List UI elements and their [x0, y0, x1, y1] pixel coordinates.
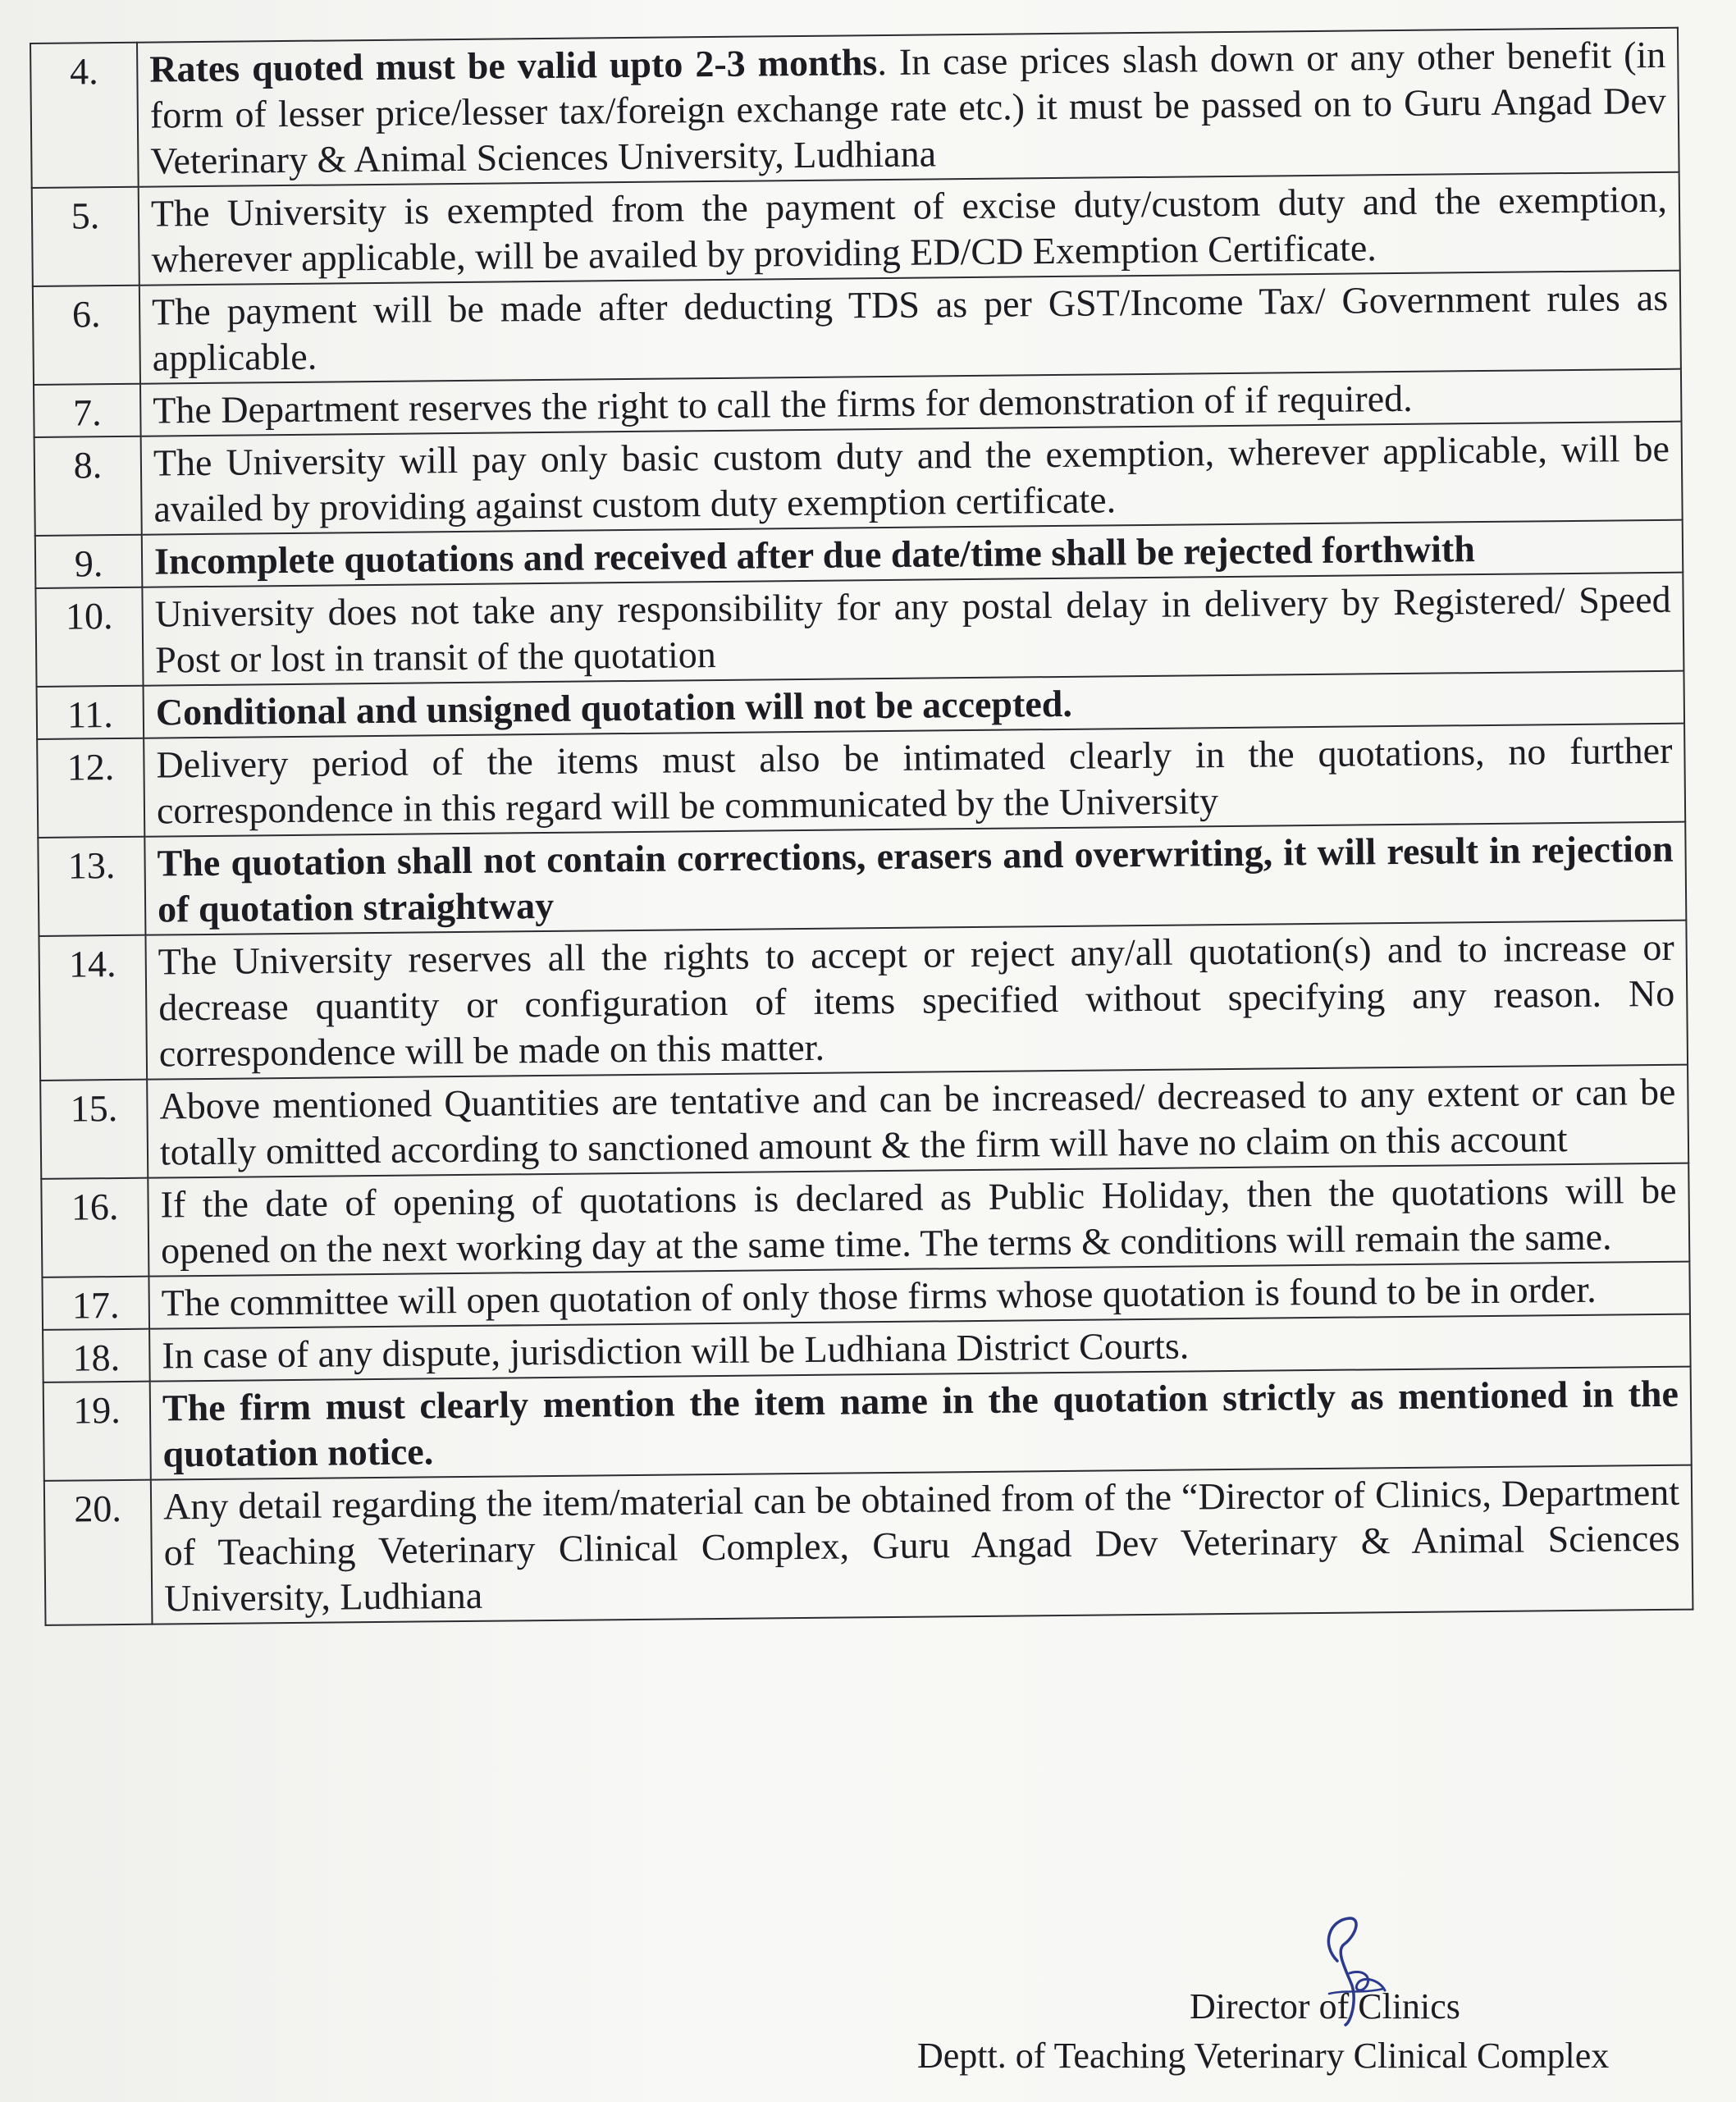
- table-row: [37, 724, 1685, 838]
- table-row: [40, 1065, 1688, 1179]
- term-text: The quotation shall not contain corrections, erasers and overwriting, it will result in rejection of quotation straightway: [144, 822, 1686, 935]
- term-text: If the date of opening of quotations is declared as Public Holiday, then the quotations will be opened on the next working day at the same time. The terms & conditions will remain the same.: [148, 1163, 1689, 1277]
- term-number: 10.: [35, 587, 143, 687]
- term-number: 9.: [35, 535, 143, 588]
- table-row: [30, 28, 1679, 188]
- term-text: Conditional and unsigned quotation will not be accepted.: [144, 671, 1685, 738]
- term-text: The committee will open quotation of only those firms whose quotation is found to be in order.: [148, 1262, 1690, 1329]
- term-text: In case of any dispute, jurisdiction will be Ludhiana District Courts.: [149, 1314, 1691, 1382]
- term-number: 14.: [39, 935, 147, 1081]
- term-number: 6.: [33, 286, 140, 385]
- term-text: Delivery period of the items must also be intimated clearly in the quotations, no further correspondence in this regard will be communicated by the University: [144, 724, 1685, 837]
- term-number: 17.: [42, 1277, 149, 1330]
- terms-conditions-table: [30, 27, 1693, 1626]
- term-number: 18.: [43, 1329, 150, 1382]
- table-row: [43, 1367, 1692, 1481]
- term-text: The University reserves all the rights to accept or reject any/all quotation(s) and to increase or decrease quantity or configuration of items specified without specifying any reason. No correspondence will be made on this matter.: [145, 921, 1688, 1080]
- term-number: 4.: [30, 43, 139, 188]
- term-text: Above mentioned Quantities are tentative and can be increased/ decreased to any extent or can be totally omitted according to sanctioned amount & the firm will have no claim on this account: [147, 1065, 1688, 1178]
- table-row: [33, 271, 1681, 385]
- table-row: [44, 1465, 1693, 1625]
- table-row: [34, 422, 1683, 536]
- table-row: [39, 921, 1688, 1081]
- table-row: [32, 172, 1680, 286]
- term-text: The University will pay only basic custom duty and the exemption, wherever applicable, will be availed by providing against custom duty exemption certificate.: [141, 422, 1683, 535]
- term-number: 8.: [34, 436, 142, 536]
- term-number: 19.: [43, 1382, 151, 1481]
- table-row: [41, 1163, 1689, 1277]
- term-number: 12.: [37, 738, 144, 838]
- term-bold-lead: Rates quoted must be valid upto 2-3 months: [149, 41, 878, 90]
- term-text: [137, 28, 1679, 187]
- term-number: 13.: [38, 837, 145, 936]
- term-number: 11.: [37, 686, 144, 739]
- term-number: 7.: [34, 384, 141, 437]
- term-text: The firm must clearly mention the item name in the quotation strictly as mentioned in the quotation notice.: [150, 1367, 1692, 1480]
- term-number: 16.: [41, 1178, 148, 1277]
- term-number: 20.: [44, 1480, 153, 1625]
- table-row: [38, 822, 1686, 936]
- term-text: Incomplete quotations and received after due date/time shall be rejected forthwith: [142, 520, 1683, 587]
- table-row: [35, 573, 1683, 687]
- term-text: Any detail regarding the item/material can be obtained from of the “Director of Clinics, Department of Teaching Veterinary Clinical Complex, Guru Angad Dev Veterinary & Animal Sciences University, Ludhiana: [151, 1465, 1693, 1624]
- term-number: 5.: [32, 187, 139, 286]
- term-text: The University is exempted from the payment of excise duty/custom duty and the exemption, wherever applicable, will be availed by providing ED/CD Exemption Certificate.: [139, 172, 1680, 286]
- signatory-department: Deptt. of Teaching Veterinary Clinical Complex: [917, 2036, 1610, 2076]
- term-text: University does not take any responsibility for any postal delay in delivery by Registered/ Speed Post or lost in transit of the quotation: [142, 573, 1683, 686]
- term-number: 15.: [40, 1080, 148, 1179]
- signatory-designation: Director of Clinics: [1190, 1986, 1460, 2027]
- term-text: The Department reserves the right to call the firms for demonstration of if required.: [140, 369, 1682, 436]
- term-text: The payment will be made after deducting TDS as per GST/Income Tax/ Government rules as applicable.: [139, 271, 1681, 384]
- term-text-rest: . In case prices slash down or any other benefit (in form of lesser price/lesser tax/foreign exchange rate etc.) it must be passed on to Guru Angad Dev Veterinary & Animal Sciences University, Ludhiana: [149, 33, 1667, 182]
